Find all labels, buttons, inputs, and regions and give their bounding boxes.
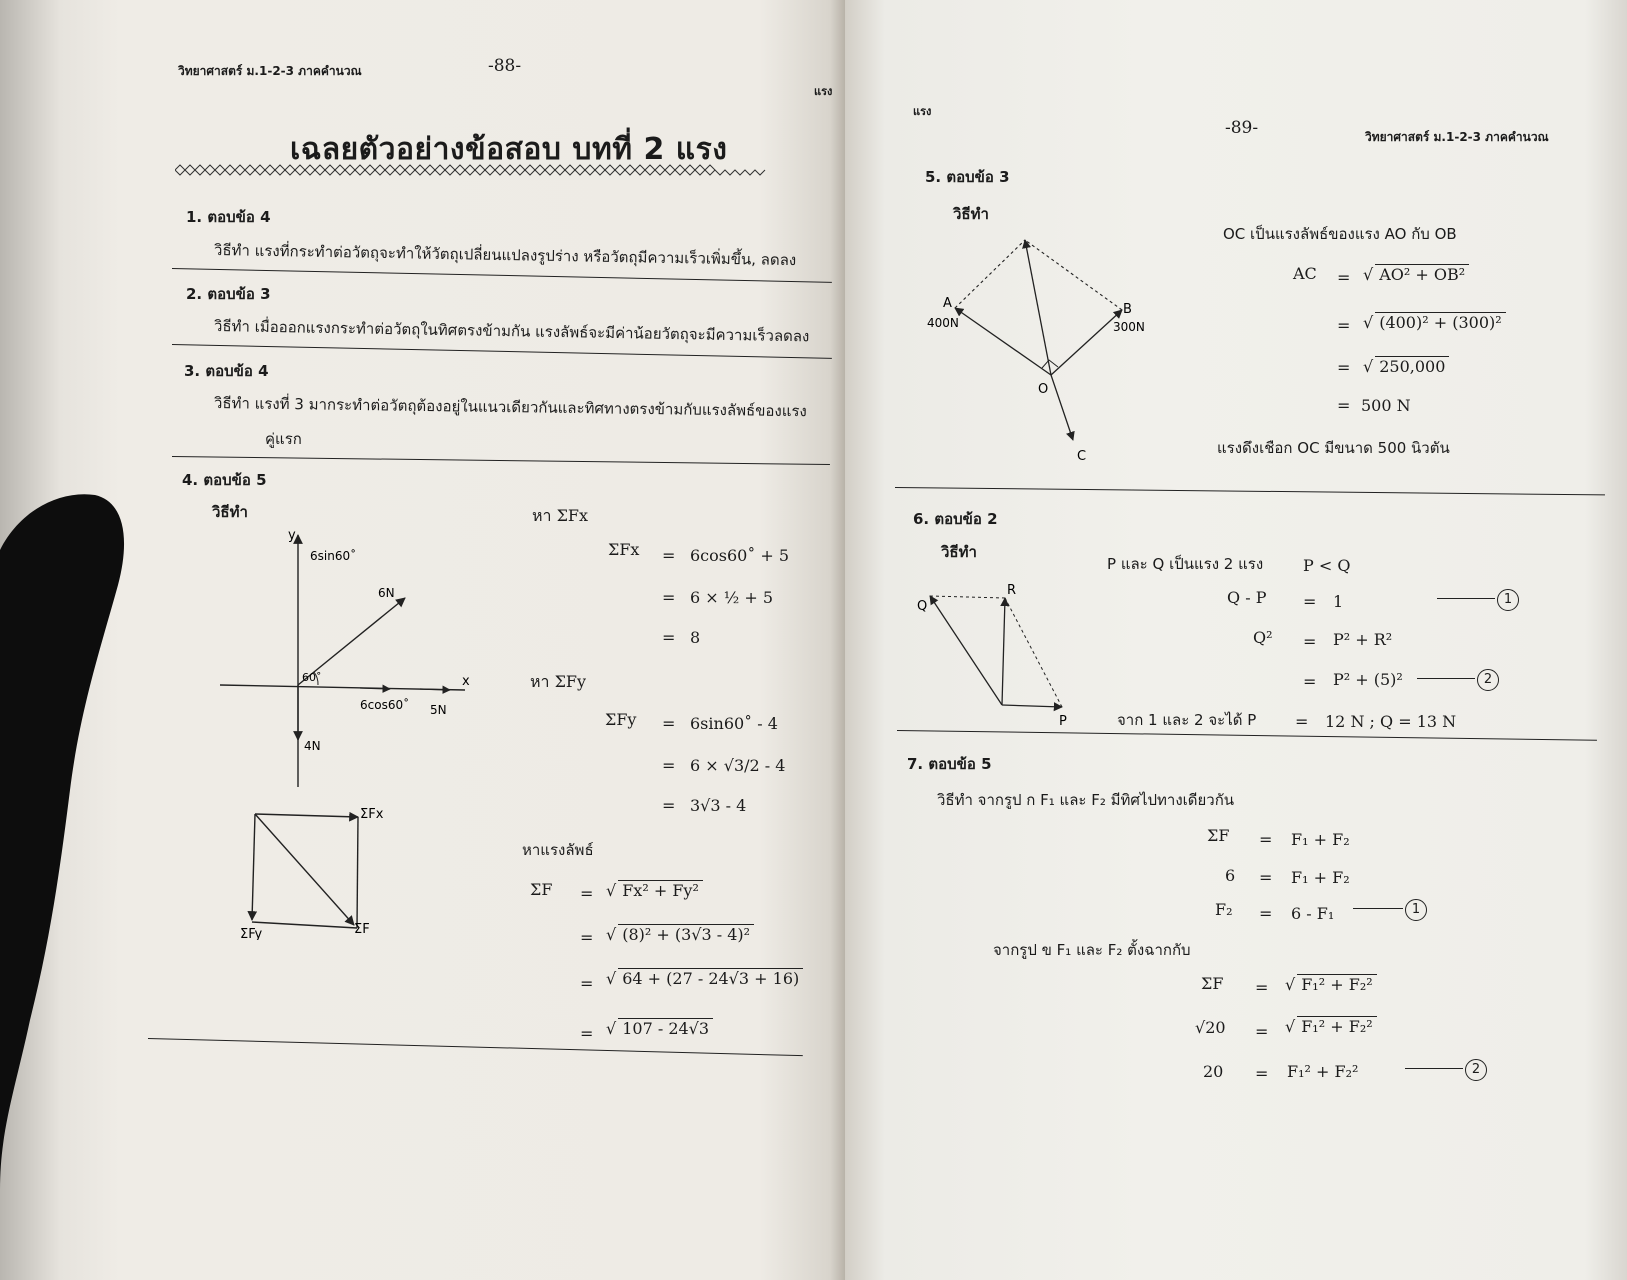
q7-eq4-radicand: F₁² + F₂² [1297,974,1376,994]
eq-sign: = [662,756,676,775]
q7-eq3-lhs: F₂ [1215,900,1233,919]
point-o-label: O [1038,382,1049,397]
f-step-2: √ (8)² + (3√3 - 4)² [606,924,754,944]
q5-step-2-radicand: (400)² + (300)² [1375,312,1505,332]
q4-answer: 4. ตอบข้อ 5 [182,471,267,489]
resultant-arrow [1025,240,1051,375]
eq-sign: = [662,714,676,733]
point-c-label: C [1077,449,1087,464]
cos-component-label: 6cos60˚ [360,698,410,712]
force-4n-label: 4N [304,739,321,753]
f-step-3-radicand: 64 + (27 - 24√3 + 16) [618,968,803,988]
eq-sign: = [662,628,676,647]
force-5n-label: 5N [430,703,447,717]
q4-method-label: วิธีทำ [212,503,248,521]
q6-condition: P < Q [1303,556,1351,575]
right-page [845,0,1627,1280]
q6-eq2-lhs: Q² [1253,628,1273,647]
equation-ref-1 [1437,588,1519,611]
parallelogram-dashed [1005,598,1062,707]
eq-sign: = [1255,1064,1269,1083]
q5-statement: OC เป็นแรงลัพธ์ของแรง AO กับ OB [1223,225,1457,243]
right-header-chapter: แรง [913,105,932,118]
q7-eq5-rhs: √ F₁² + F₂² [1285,1016,1377,1036]
force-p-label: P [1059,714,1067,728]
q5-step-1-radicand: AO² + OB² [1375,264,1469,284]
fx-step-1: 6cos60˚ + 5 [690,546,790,565]
fy-step-2: 6 × √3/2 - 4 [690,756,786,775]
eq-sign: = [1303,672,1317,691]
hand-occlusion [0,490,150,1280]
q7-eq4-lhs: ΣF [1201,974,1224,993]
sum-fx-label: ΣFx [360,807,384,822]
q5-step-3-radicand: 250,000 [1375,356,1449,376]
divider [148,1038,803,1056]
q4-resultant-diagram [240,800,410,940]
eq-sign: = [662,796,676,815]
parallelogram-dashed [1025,240,1122,310]
force-q-arrow [930,596,1002,705]
eq-sign: = [1337,316,1351,335]
eq-sign: = [1255,978,1269,997]
eq-sign: = [1337,268,1351,287]
sum-fy-label: ΣFy [240,927,263,940]
eq-sign: = [580,974,594,993]
find-sum-fy-heading: หา ΣFy [530,672,587,691]
parallelogram-dashed [930,596,1005,598]
f-step-3: √ 64 + (27 - 24√3 + 16) [606,968,803,988]
equation-number-2: 2 [1477,669,1499,691]
page-title: เฉลยตัวอย่างข้อสอบ บทที่ 2 แรง [290,132,728,167]
f-step-2-radicand: (8)² + (3√3 - 4)² [618,924,754,944]
x-axis-label: x [462,674,470,689]
angle-label: 60˚ [302,671,322,684]
force-a-arrow [955,308,1051,375]
fx-step-2: 6 × ½ + 5 [690,588,774,607]
q7-explanation-2: จากรูป ข F₁ และ F₂ ตั้งฉากกับ [993,941,1191,959]
left-header-chapter: แรง [814,85,833,98]
eq-sign: = [1259,830,1273,849]
fx-step-3: 8 [690,628,701,647]
sum-f-label: ΣF [354,922,370,937]
eq-sign: = [1255,1022,1269,1041]
q6-statement: P และ Q เป็นแรง 2 แรง [1107,555,1264,573]
q7-eq5-radicand: F₁² + F₂² [1297,1016,1376,1036]
divider [172,456,830,465]
force-q-label: Q [917,599,928,614]
q7-eq2-lhs: 6 [1225,866,1236,885]
f-step-4: √ 107 - 24√3 [606,1018,713,1038]
q2-explanation: วิธีทำ เมื่อออกแรงกระทำต่อวัตถุในทิศตรงข้ามกัน แรงลัพธ์จะมีค่าน้อยวัตถุจะมีความเร็วลดลง [213,317,810,346]
fy-lhs: ΣFy [605,710,637,729]
fy-step-3: 3√3 - 4 [690,796,747,815]
q2-answer: 2. ตอบข้อ 3 [186,285,271,303]
q5-step-3: √ 250,000 [1363,356,1449,376]
q6-result-lhs: จาก 1 และ 2 จะได้ P [1117,711,1257,729]
force-c-arrow [1051,375,1073,440]
divider [895,487,1605,495]
eq-sign: = [662,546,676,565]
force-6n-label: 6N [378,586,395,600]
q3-explanation: วิธีทำ แรงที่ 3 มากระทำต่อวัตถุต้องอยู่ในแนวเดียวกันและทิศทางตรงข้ามกับแรงลัพธ์ของแรง [213,394,807,421]
q7-eq3-rhs: 6 - F₁ [1291,904,1335,923]
parallelogram-dashed [955,240,1025,308]
force-p-arrow [1002,705,1062,707]
equation-ref-1 [1353,898,1427,921]
fy-step-1: 6sin60˚ - 4 [690,714,778,733]
force-b-value: 300N [1113,320,1145,334]
y-axis-label: y [288,528,296,543]
f-lhs: ΣF [530,880,553,899]
eq-sign: = [1259,868,1273,887]
q6-result-rhs: 12 N ; Q = 13 N [1325,712,1457,731]
force-r-label: R [1007,583,1017,598]
q6-eq1-rhs: 1 [1333,592,1344,611]
q6-answer: 6. ตอบข้อ 2 [913,510,998,528]
q7-explanation-1: วิธีทำ จากรูป ก F₁ และ F₂ มีทิศไปทางเดียวกัน [937,791,1235,809]
q7-answer: 7. ตอบข้อ 5 [907,755,992,773]
eq-sign: = [580,884,594,903]
right-page-number: -89- [1225,118,1259,138]
q5-answer: 5. ตอบข้อ 3 [925,168,1010,186]
sum-fx-arrow [255,814,358,817]
f-step-1: √ Fx² + Fy² [606,880,703,900]
q5-step-4: 500 N [1361,396,1411,415]
q6-force-diagram [917,578,1092,728]
q5-lhs: AC [1293,264,1317,283]
equation-number-1: 1 [1497,589,1519,611]
eq-sign: = [1259,904,1273,923]
f-step-4-radicand: 107 - 24√3 [618,1018,713,1038]
f-step-1-radicand: Fx² + Fy² [618,880,703,900]
equation-ref-2 [1405,1058,1487,1081]
q6-eq3-rhs: P² + (5)² [1333,670,1403,689]
rect-side [252,922,357,928]
q7-eq4-rhs: √ F₁² + F₂² [1285,974,1377,994]
eq-sign: = [1303,632,1317,651]
q6-method-label: วิธีทำ [941,543,977,561]
rect-side [357,817,358,928]
q4-force-diagram [210,525,480,795]
right-header-book-title: วิทยาศาสตร์ ม.1-2-3 ภาคคำนวณ [1365,130,1549,144]
force-a-value: 400N [927,316,959,330]
q5-step-2: √ (400)² + (300)² [1363,312,1506,332]
q7-eq6-lhs: 20 [1203,1062,1224,1081]
left-header-book-title: วิทยาศาสตร์ ม.1-2-3 ภาคคำนวณ [178,64,362,78]
find-sum-fx-heading: หา ΣFx [532,506,589,525]
q5-step-1: √ AO² + OB² [1363,264,1469,284]
q6-eq1-lhs: Q - P [1227,588,1267,607]
sin-component-label: 6sin60˚ [310,549,357,563]
q7-eq1-rhs: F₁ + F₂ [1291,830,1350,849]
sum-fy-arrow [252,814,255,920]
fx-lhs: ΣFx [608,540,640,559]
eq-sign: = [1295,712,1309,731]
find-resultant-heading: หาแรงลัพธ์ [522,841,594,859]
eq-sign: = [1303,592,1317,611]
q7-eq2-rhs: F₁ + F₂ [1291,868,1350,887]
equation-number-1: 1 [1405,899,1427,921]
q5-conclusion: แรงดึงเชือก OC มีขนาด 500 นิวตัน [1217,439,1450,457]
q3-answer: 3. ตอบข้อ 4 [184,362,269,380]
q7-eq6-rhs: F₁² + F₂² [1287,1062,1359,1081]
force-r-arrow [1002,598,1005,705]
q1-explanation: วิธีทำ แรงที่กระทำต่อวัตถุจะทำให้วัตถุเปลี่ยนแปลงรูปร่าง หรือวัตถุมีความเร็วเพิ่มขึ้น, ลดลง [213,241,797,270]
q6-eq2-rhs: P² + R² [1333,630,1393,649]
eq-sign: = [662,588,676,607]
point-b-label: B [1123,302,1132,317]
left-page-number: -88- [488,56,522,76]
equation-number-2: 2 [1465,1059,1487,1081]
equation-ref-2 [1417,668,1499,691]
eq-sign: = [580,1024,594,1043]
force-b-arrow [1051,310,1122,375]
q1-answer: 1. ตอบข้อ 4 [186,208,271,226]
q5-method-label: วิธีทำ [953,205,989,223]
q7-eq1-lhs: ΣF [1207,826,1230,845]
q3-explanation-continued: คู่แรก [265,430,302,448]
q5-force-diagram [925,225,1165,465]
eq-sign: = [1337,358,1351,377]
q7-eq5-lhs: √20 [1195,1018,1226,1037]
sum-f-arrow [255,814,354,925]
eq-sign: = [580,928,594,947]
point-a-label: A [943,296,952,311]
eq-sign: = [1337,396,1351,415]
title-decorative-border [175,163,835,177]
